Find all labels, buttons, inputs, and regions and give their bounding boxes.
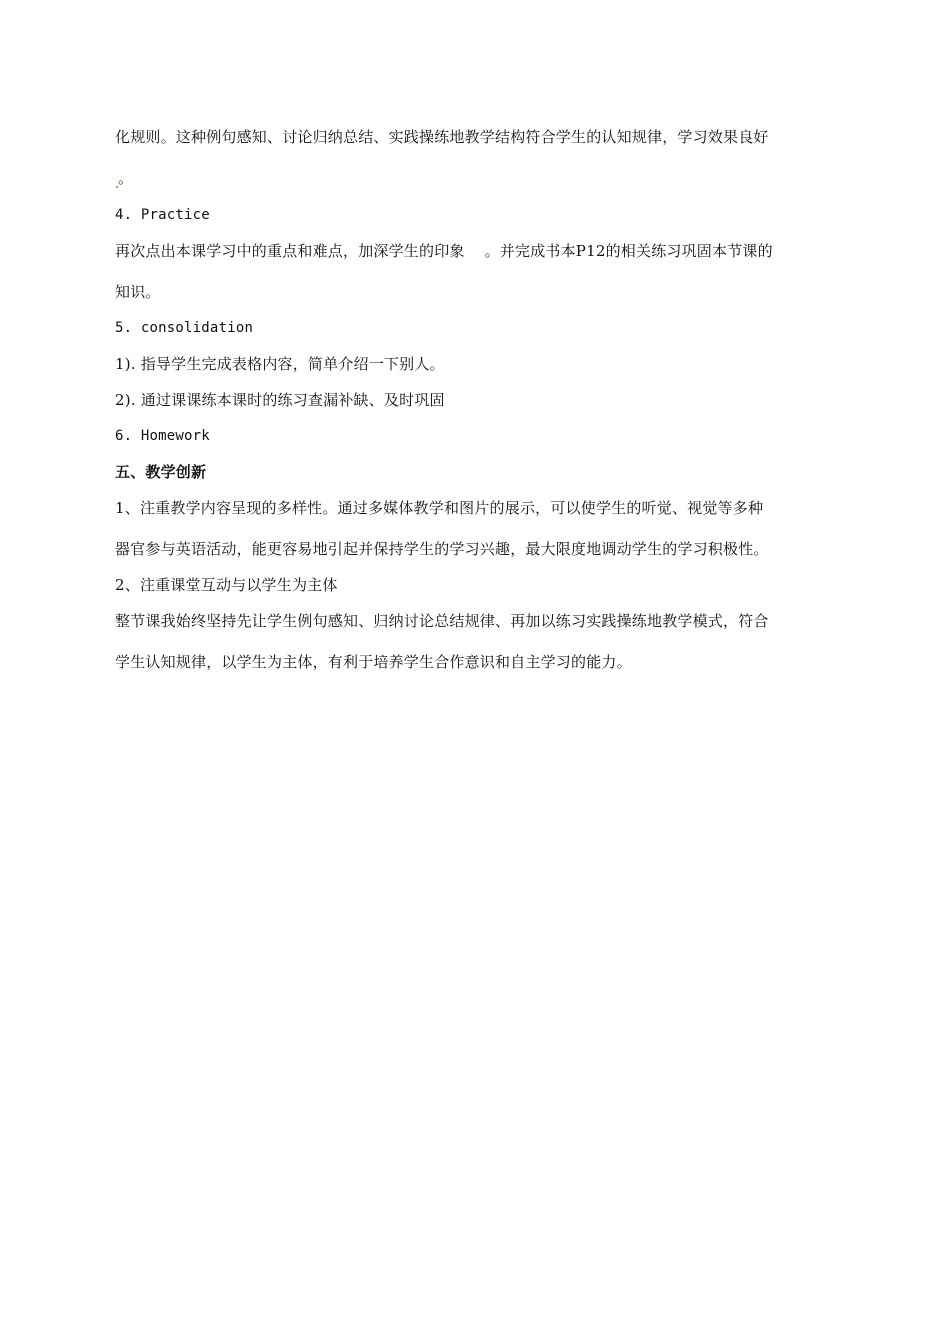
section-number: 4.	[115, 207, 133, 223]
text-l13: 2、注重课堂互动与以学生为主体	[115, 576, 338, 594]
paragraph-line-5	[115, 282, 161, 302]
paragraph-line-4	[115, 241, 773, 261]
paragraph-line-13	[115, 575, 338, 595]
text-l15: 学生认知规律，以学生为主体，有利于培养学生合作意识和自主学习的能力。	[115, 653, 632, 671]
text-l12: 器官参与英语活动，能更容易地引起并保持学生的学习兴趣，最大限度地调动学生的学习积极性。	[115, 540, 769, 558]
text-l7: 1). 指导学生完成表格内容，简单介绍一下别人。	[115, 355, 445, 373]
section-title: Practice	[140, 207, 210, 223]
paragraph-line-1	[115, 127, 769, 147]
section-heading-innovation	[115, 462, 206, 482]
paragraph-line-12	[115, 539, 769, 559]
section-title: consolidation	[140, 320, 254, 336]
section-heading-consolidation	[115, 318, 253, 338]
section-heading-homework	[115, 426, 210, 446]
text-l4b: 。并完成书本P12的相关练习巩固本节课的	[484, 242, 773, 260]
paragraph-line-14	[115, 611, 769, 631]
text-l10: 五、教学创新	[115, 463, 207, 481]
text-l2: 。	[118, 169, 134, 187]
paragraph-line-15	[115, 652, 632, 672]
text-l8: 2). 通过课课练本课时的练习查漏补缺、及时巩固	[115, 391, 445, 409]
section-title: Homework	[140, 428, 210, 444]
paragraph-line-2	[115, 168, 133, 188]
list-item-1	[115, 354, 445, 374]
text-l14: 整节课我始终坚持先让学生例句感知、归纳讨论总结规律、再加以练习实践操练地教学模式，符合	[115, 612, 769, 630]
section-heading-practice	[115, 205, 210, 225]
paragraph-line-11	[115, 498, 763, 518]
list-item-2	[115, 390, 445, 410]
section-number: 5.	[115, 320, 133, 336]
text-l5: 知识。	[115, 283, 161, 301]
text-l11: 1、注重教学内容呈现的多样性。通过多媒体教学和图片的展示，可以使学生的听觉、视觉等多种	[115, 499, 764, 517]
section-number: 6.	[115, 428, 133, 444]
text-l1: 化规则。这种例句感知、讨论归纳总结、实践操练地教学结构符合学生的认知规律，学习效果良好	[115, 128, 769, 146]
text-l4a: 再次点出本课学习中的重点和难点，加深学生的印象	[115, 242, 465, 260]
